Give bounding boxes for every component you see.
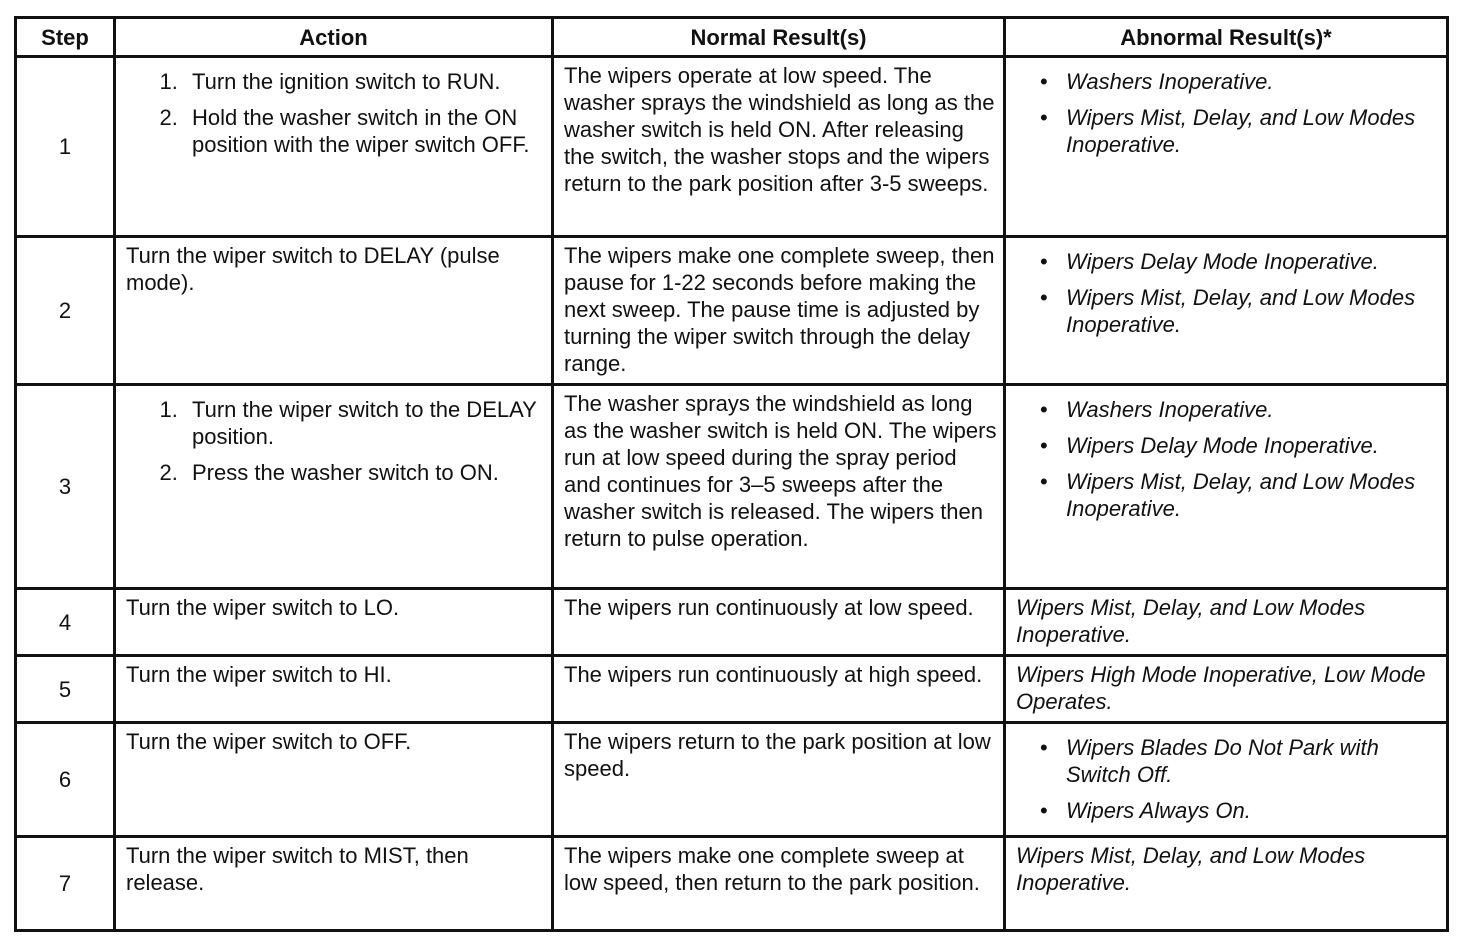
abnormal-item-text: Wipers Mist, Delay, and Low Modes Inoperative.	[1066, 285, 1416, 337]
action-cell: Turn the wiper switch to DELAY (pulse mode).	[115, 237, 553, 385]
action-steps	[126, 68, 545, 158]
abnormal-item	[1040, 248, 1440, 275]
header-normal-results: Normal Result(s)	[553, 18, 1005, 57]
abnormal-item-text: Wipers Mist, Delay, and Low Modes Inoperative.	[1066, 469, 1416, 521]
abnormal-result: Wipers Mist, Delay, and Low Modes Inoperative.	[1005, 589, 1448, 656]
abnormal-list	[1016, 68, 1440, 158]
abnormal-item-text: Wipers Delay Mode Inoperative.	[1066, 249, 1379, 274]
abnormal-item	[1040, 396, 1440, 423]
header-action: Action	[115, 18, 553, 57]
action-cell	[115, 385, 553, 589]
abnormal-result: Wipers Mist, Delay, and Low Modes Inoperative.	[1005, 837, 1448, 931]
abnormal-result-cell	[1005, 237, 1448, 385]
normal-result: The wipers operate at low speed. The washer sprays the windshield as long as the washer switch is held ON. After releasing the switch, the washer stops and the wipers return to the park position after 3-5 sweeps.	[553, 57, 1005, 237]
abnormal-item	[1040, 284, 1440, 338]
abnormal-item	[1040, 468, 1440, 522]
abnormal-result-cell	[1005, 57, 1448, 237]
normal-result: The wipers return to the park position at low speed.	[553, 723, 1005, 837]
table-row	[16, 656, 1448, 723]
abnormal-item-text: Wipers Delay Mode Inoperative.	[1066, 433, 1379, 458]
abnormal-item	[1040, 68, 1440, 95]
abnormal-list	[1016, 248, 1440, 338]
normal-result: The wipers make one complete sweep at low speed, then return to the park position.	[553, 837, 1005, 931]
bullet-glyph: •	[1040, 469, 1048, 494]
normal-result: The wipers make one complete sweep, then pause for 1-22 seconds before making the next sweep. The pause time is adjusted by turning the wiper switch through the delay range.	[553, 237, 1005, 385]
action-step: 2. Hold the washer switch in the ON position with the wiper switch OFF.	[184, 104, 545, 158]
step-number: 1	[16, 57, 115, 237]
abnormal-result: Wipers High Mode Inoperative, Low Mode Operates.	[1005, 656, 1448, 723]
bullet-glyph: •	[1040, 397, 1048, 422]
action-cell: Turn the wiper switch to MIST, then release.	[115, 837, 553, 931]
abnormal-item-text: Wipers Blades Do Not Park with Switch Off.	[1066, 735, 1379, 787]
abnormal-item	[1040, 432, 1440, 459]
abnormal-result-cell	[1005, 723, 1448, 837]
header-abnormal-results: Abnormal Result(s)*	[1005, 18, 1448, 57]
table-row	[16, 837, 1448, 931]
step-number: 2	[16, 237, 115, 385]
action-step: 2. Press the washer switch to ON.	[184, 459, 545, 486]
abnormal-result-cell	[1005, 385, 1448, 589]
normal-result: The wipers run continuously at low speed.	[553, 589, 1005, 656]
abnormal-item	[1040, 104, 1440, 158]
table-row	[16, 237, 1448, 385]
action-cell: Turn the wiper switch to HI.	[115, 656, 553, 723]
bullet-glyph: •	[1040, 105, 1048, 130]
abnormal-item-text: Washers Inoperative.	[1066, 69, 1274, 94]
abnormal-item-text: Wipers Always On.	[1066, 798, 1251, 823]
step-number: 5	[16, 656, 115, 723]
table-row	[16, 385, 1448, 589]
step-number: 6	[16, 723, 115, 837]
table-row	[16, 723, 1448, 837]
table-row	[16, 57, 1448, 237]
bullet-glyph: •	[1040, 285, 1048, 310]
abnormal-list	[1016, 396, 1440, 522]
action-step: 1. Turn the wiper switch to the DELAY position.	[184, 396, 545, 450]
bullet-glyph: •	[1040, 798, 1048, 823]
diagnostic-table	[14, 16, 1449, 932]
normal-result: The wipers run continuously at high speed.	[553, 656, 1005, 723]
step-number: 7	[16, 837, 115, 931]
action-steps	[126, 396, 545, 486]
action-step: 1. Turn the ignition switch to RUN.	[184, 68, 545, 95]
abnormal-item-text: Washers Inoperative.	[1066, 397, 1274, 422]
action-cell: Turn the wiper switch to LO.	[115, 589, 553, 656]
header-row	[16, 18, 1448, 57]
step-number: 4	[16, 589, 115, 656]
bullet-glyph: •	[1040, 249, 1048, 274]
action-cell	[115, 57, 553, 237]
abnormal-item	[1040, 734, 1440, 788]
bullet-glyph: •	[1040, 735, 1048, 760]
abnormal-item-text: Wipers Mist, Delay, and Low Modes Inoperative.	[1066, 105, 1416, 157]
abnormal-item	[1040, 797, 1440, 824]
header-step: Step	[16, 18, 115, 57]
abnormal-list	[1016, 734, 1440, 824]
step-number: 3	[16, 385, 115, 589]
normal-result: The washer sprays the windshield as long as the washer switch is held ON. The wipers run at low speed during the spray period and continues for 3–5 sweeps after the washer switch is released. The wipers then return to pulse operation.	[553, 385, 1005, 589]
action-cell: Turn the wiper switch to OFF.	[115, 723, 553, 837]
bullet-glyph: •	[1040, 69, 1048, 94]
bullet-glyph: •	[1040, 433, 1048, 458]
table-row	[16, 589, 1448, 656]
